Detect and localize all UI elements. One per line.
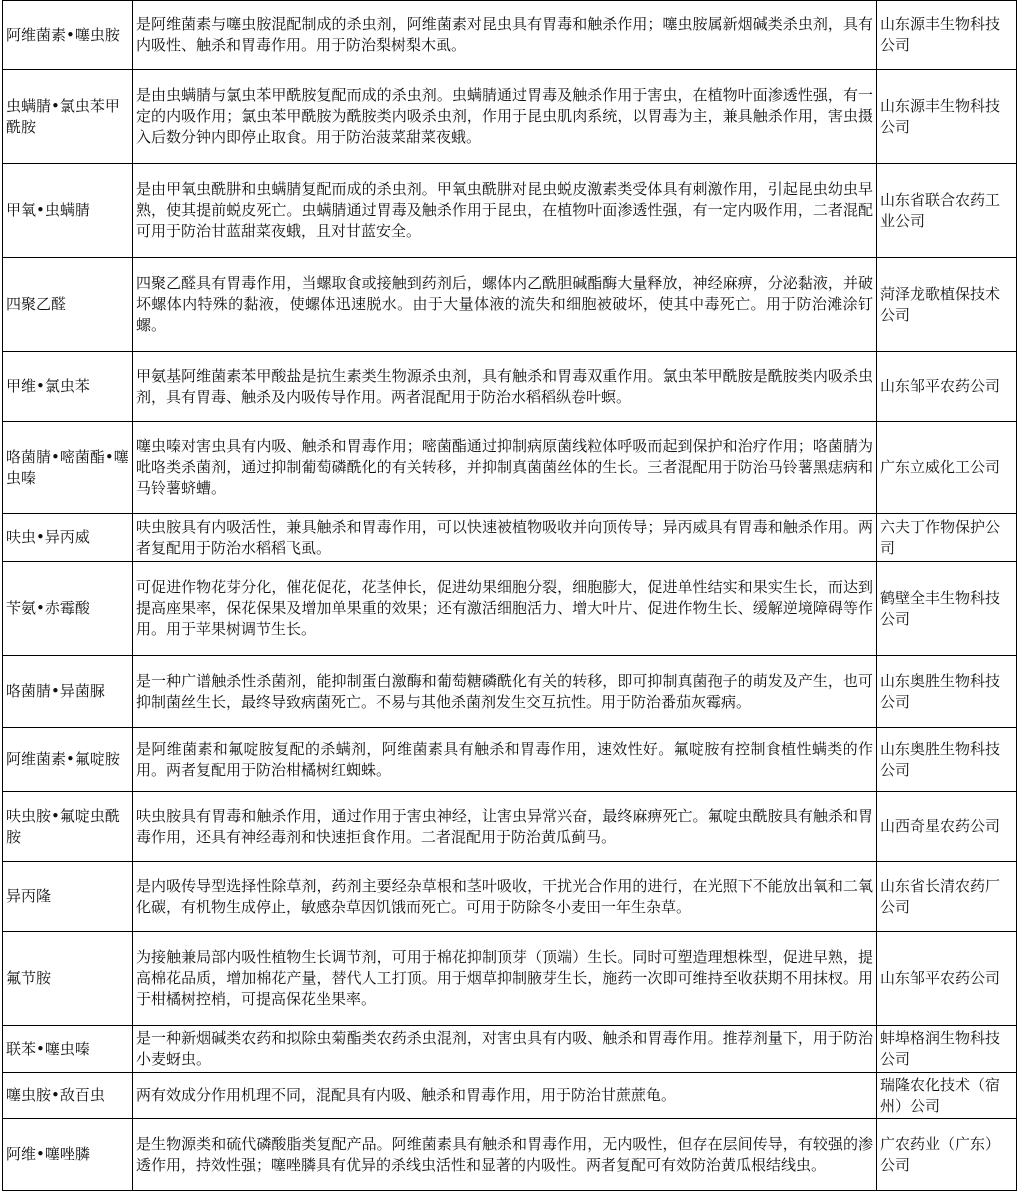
company-cell: 山东邹平农药公司 bbox=[877, 352, 1017, 422]
product-name-cell: 异丙隆 bbox=[3, 862, 133, 932]
company-cell: 瑞隆农化技术（宿州）公司 bbox=[877, 1073, 1017, 1119]
description-cell: 噻虫嗪对害虫具有内吸、触杀和胃毒作用；嘧菌酯通过抑制病原菌线粒体呼吸而起到保护和治疗作用；咯菌腈为吡咯类杀菌剂，通过抑制葡萄磷酰化的有关转移，并抑制真菌菌丝体的生长。三者混配用于防治马铃薯黑痣病和马铃薯蛴螬。 bbox=[133, 422, 877, 514]
description-cell: 是内吸传导型选择性除草剂，药剂主要经杂草根和茎叶吸收，干扰光合作用的进行，在光照下不能放出氧和二氧化碳，有机物生成停止，敏感杂草因饥饿而死亡。可用于防除冬小麦田一年生杂草。 bbox=[133, 862, 877, 932]
company-cell: 山东源丰生物科技公司 bbox=[877, 1, 1017, 70]
description-cell: 为接触兼局部内吸性植物生长调节剂，可用于棉花抑制顶芽（顶端）生长。同时可塑造理想株型，促进早熟，提高棉花品质，增加棉花产量，替代人工打顶。用于烟草抑制腋芽生长，施药一次即可维持至收获期不用抹杈。用于柑橘树控梢，可提高保花坐果率。 bbox=[133, 932, 877, 1026]
table-row bbox=[3, 164, 1017, 258]
product-name-cell: 呋虫胺•氟啶虫酰胺 bbox=[3, 792, 133, 862]
table-row bbox=[3, 514, 1017, 562]
table-row bbox=[3, 1073, 1017, 1119]
product-name-cell: 阿维菌素•氟啶胺 bbox=[3, 728, 133, 792]
table-row bbox=[3, 422, 1017, 514]
product-name-cell: 苄氨•赤霉酸 bbox=[3, 562, 133, 656]
description-cell: 可促进作物花芽分化，催花促花，花茎伸长，促进幼果细胞分裂，细胞膨大，促进单性结实和果实生长，而达到提高座果率，保花保果及增加单果重的效果；还有激活细胞活力、增大叶片、促进作物生长、缓解逆境障碍等作用。用于苹果树调节生长。 bbox=[133, 562, 877, 656]
product-name-cell: 甲氧•虫螨腈 bbox=[3, 164, 133, 258]
product-name-cell: 咯菌腈•异菌脲 bbox=[3, 656, 133, 728]
description-cell: 是由甲氧虫酰肼和虫螨腈复配而成的杀虫剂。甲氧虫酰肼对昆虫蜕皮激素类受体具有刺激作用，引起昆虫幼虫早熟，使其提前蜕皮死亡。虫螨腈通过胃毒及触杀作用于昆虫，在植物叶面渗透性强，有一定内吸作用，二者混配可用于防治甘蓝甜菜夜蛾，且对甘蓝安全。 bbox=[133, 164, 877, 258]
description-cell: 呋虫胺具有胃毒和触杀作用，通过作用于害虫神经，让害虫异常兴奋，最终麻痹死亡。氟啶虫酰胺具有触杀和胃毒作用，还具有神经毒剂和快速拒食作用。二者混配用于防治黄瓜蓟马。 bbox=[133, 792, 877, 862]
table-row bbox=[3, 562, 1017, 656]
table-row bbox=[3, 656, 1017, 728]
description-cell: 甲氨基阿维菌素苯甲酸盐是抗生素类生物源杀虫剂，具有触杀和胃毒双重作用。氯虫苯甲酰胺是酰胺类内吸杀虫剂，具有胃毒、触杀及内吸传导作用。两者混配用于防治水稻稻纵卷叶螟。 bbox=[133, 352, 877, 422]
table-row bbox=[3, 728, 1017, 792]
description-cell: 是一种广谱触杀性杀菌剂，能抑制蛋白激酶和葡萄糖磷酰化有关的转移，即可抑制真菌孢子的萌发及产生，也可抑制菌丝生长，最终导致病菌死亡。不易与其他杀菌剂发生交互抗性。用于防治番茄灰霉病。 bbox=[133, 656, 877, 728]
product-name-cell: 氟节胺 bbox=[3, 932, 133, 1026]
description-cell: 是阿维菌素与噻虫胺混配制成的杀虫剂，阿维菌素对昆虫具有胃毒和触杀作用；噻虫胺属新烟碱类杀虫剂，具有内吸性、触杀和胃毒作用。用于防治梨树梨木虱。 bbox=[133, 1, 877, 70]
table-row bbox=[3, 932, 1017, 1026]
description-cell: 两有效成分作用机理不同，混配具有内吸、触杀和胃毒作用，用于防治甘蔗蔗龟。 bbox=[133, 1073, 877, 1119]
company-cell: 山西奇星农药公司 bbox=[877, 792, 1017, 862]
company-cell: 广农药业（广东）公司 bbox=[877, 1119, 1017, 1191]
description-cell: 是生物源类和硫代磷酸脂类复配产品。阿维菌素具有触杀和胃毒作用，无内吸性，但存在层间传导，有较强的渗透作用，持效性强；噻唑膦具有优异的杀线虫活性和显著的内吸性。两者复配可有效防治黄瓜根结线虫。 bbox=[133, 1119, 877, 1191]
table-row bbox=[3, 862, 1017, 932]
description-cell: 呋虫胺具有内吸活性，兼具触杀和胃毒作用，可以快速被植物吸收并向顶传导；异丙威具有胃毒和触杀作用。两者复配用于防治水稻稻飞虱。 bbox=[133, 514, 877, 562]
product-name-cell: 虫螨腈•氯虫苯甲酰胺 bbox=[3, 70, 133, 164]
company-cell: 山东源丰生物科技公司 bbox=[877, 70, 1017, 164]
product-name-cell: 噻虫胺•敌百虫 bbox=[3, 1073, 133, 1119]
table-row bbox=[3, 352, 1017, 422]
product-name-cell: 联苯•噻虫嗪 bbox=[3, 1026, 133, 1073]
product-name-cell: 呋虫•异丙威 bbox=[3, 514, 133, 562]
product-name-cell: 阿维•噻唑膦 bbox=[3, 1119, 133, 1191]
company-cell: 鹤壁全丰生物科技公司 bbox=[877, 562, 1017, 656]
description-cell: 四聚乙醛具有胃毒作用，当螺取食或接触到药剂后，螺体内乙酰胆碱酯酶大量释放，神经麻痹，分泌黏液，并破坏螺体内特殊的黏液，使螺体迅速脱水。由于大量体液的流失和细胞被破坏，使其中毒死亡。用于防治滩涂钉螺。 bbox=[133, 258, 877, 352]
company-cell: 山东奥胜生物科技公司 bbox=[877, 656, 1017, 728]
product-name-cell: 甲维•氯虫苯 bbox=[3, 352, 133, 422]
company-cell: 六夫丁作物保护公司 bbox=[877, 514, 1017, 562]
table-row bbox=[3, 1, 1017, 70]
product-name-cell: 咯菌腈•嘧菌酯•噻虫嗪 bbox=[3, 422, 133, 514]
description-cell: 是一种新烟碱类农药和拟除虫菊酯类农药杀虫混剂，对害虫具有内吸、触杀和胃毒作用。推荐剂量下，用于防治小麦蚜虫。 bbox=[133, 1026, 877, 1073]
company-cell: 山东邹平农药公司 bbox=[877, 932, 1017, 1026]
pesticide-registration-table bbox=[2, 0, 1017, 1191]
company-cell: 山东奥胜生物科技公司 bbox=[877, 728, 1017, 792]
table-row bbox=[3, 1119, 1017, 1191]
company-cell: 蚌埠格润生物科技公司 bbox=[877, 1026, 1017, 1073]
company-cell: 广东立威化工公司 bbox=[877, 422, 1017, 514]
company-cell: 菏泽龙歌植保技术公司 bbox=[877, 258, 1017, 352]
company-cell: 山东省联合农药工业公司 bbox=[877, 164, 1017, 258]
description-cell: 是由虫螨腈与氯虫苯甲酰胺复配而成的杀虫剂。虫螨腈通过胃毒及触杀作用于害虫，在植物叶面渗透性强，有一定的内吸作用；氯虫苯甲酰胺为酰胺类内吸杀虫剂，作用于昆虫肌肉系统，以胃毒为主，兼具触杀作用，害虫摄入后数分钟内即停止取食。用于防治菠菜甜菜夜蛾。 bbox=[133, 70, 877, 164]
table-row bbox=[3, 70, 1017, 164]
product-name-cell: 四聚乙醛 bbox=[3, 258, 133, 352]
description-cell: 是阿维菌素和氟啶胺复配的杀螨剂，阿维菌素具有触杀和胃毒作用，速效性好。氟啶胺有控制食植性螨类的作用。两者复配用于防治柑橘树红蜘蛛。 bbox=[133, 728, 877, 792]
table-row bbox=[3, 258, 1017, 352]
product-name-cell: 阿维菌素•噻虫胺 bbox=[3, 1, 133, 70]
table-row bbox=[3, 1026, 1017, 1073]
table-row bbox=[3, 792, 1017, 862]
company-cell: 山东省长清农药厂公司 bbox=[877, 862, 1017, 932]
